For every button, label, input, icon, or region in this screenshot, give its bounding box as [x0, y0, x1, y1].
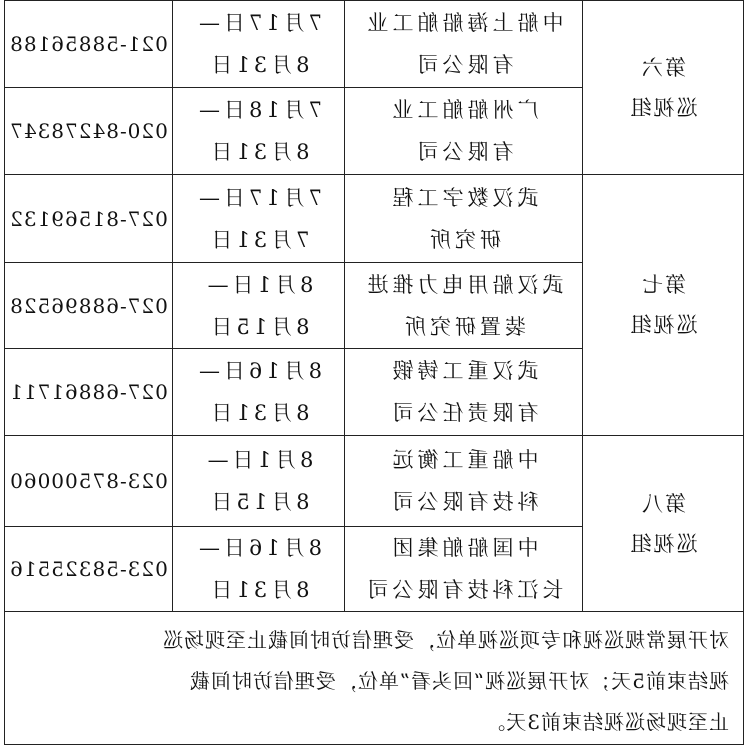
- date-end: 8月31日: [207, 53, 310, 77]
- phone-cell: 023-58325516: [5, 527, 173, 612]
- unit-name-line: 科技有限公司: [388, 490, 539, 514]
- inspection-schedule-table: [4, 0, 744, 745]
- unit-cell: [345, 175, 583, 263]
- unit-name-line: 中船重工衡远: [388, 448, 539, 472]
- date-cell: [173, 1, 345, 88]
- group-name: 第六: [640, 55, 686, 80]
- unit-name-line: 有限公司: [413, 140, 514, 164]
- unit-cell: [345, 88, 583, 175]
- phone-cell: 027-68861711: [5, 349, 173, 436]
- unit-name-line: 广州船舶工业: [388, 98, 539, 122]
- group-cell: [583, 436, 744, 612]
- date-cell: [173, 175, 345, 263]
- group-label: 巡视组: [628, 95, 698, 120]
- date-cell: [173, 263, 345, 349]
- date-cell: [173, 88, 345, 175]
- note-cell: [5, 612, 744, 745]
- unit-name-line: 有限责任公司: [388, 401, 539, 425]
- date-start: 7月17日—: [194, 185, 323, 210]
- date-end: 8月15日: [207, 490, 310, 514]
- unit-cell: [345, 349, 583, 436]
- group-cell: [583, 175, 744, 436]
- phone-cell: 027-81569132: [5, 175, 173, 263]
- group-label: 巡视组: [628, 531, 698, 556]
- date-end: 7月31日: [207, 227, 310, 252]
- phone-cell: 023-87500060: [5, 436, 173, 527]
- group-cell: [583, 1, 744, 175]
- phone-cell: 021-58856188: [5, 1, 173, 88]
- date-cell: [173, 349, 345, 436]
- unit-name-line: 长江科技有限公司: [363, 578, 564, 602]
- unit-cell: [345, 263, 583, 349]
- table-row: [5, 436, 744, 527]
- unit-name-line: 研究所: [426, 227, 501, 252]
- unit-cell: [345, 1, 583, 88]
- unit-cell: [345, 436, 583, 527]
- note-line: 视结束前5天；对开展巡视“回头看”单位，受理信访时间截: [188, 668, 729, 693]
- group-name: 第八: [640, 491, 686, 516]
- date-end: 8月31日: [207, 401, 310, 425]
- group-name: 第七: [640, 273, 686, 297]
- unit-name-line: 有限公司: [413, 53, 514, 77]
- phone-cell: 027-68896528: [5, 263, 173, 349]
- note-row: [5, 612, 744, 745]
- date-start: 8月1日—: [203, 272, 314, 297]
- date-end: 8月15日: [207, 314, 310, 339]
- unit-name-line: 武汉船用电力推进: [363, 272, 564, 297]
- date-start: 7月18日—: [194, 98, 323, 122]
- date-cell: [173, 436, 345, 527]
- date-start: 8月1日—: [203, 448, 314, 472]
- phone-cell: 020-84278347: [5, 88, 173, 175]
- group-label: 巡视组: [628, 313, 698, 337]
- table-row: [5, 1, 744, 88]
- unit-name-line: 中船上海船舶工业: [363, 11, 564, 35]
- unit-name-line: 中国船舶集团: [388, 536, 539, 560]
- date-cell: [173, 527, 345, 612]
- date-start: 8月16日—: [194, 359, 323, 383]
- unit-cell: [345, 527, 583, 612]
- note-line: 止至现场巡视结束前3天。: [484, 709, 729, 734]
- unit-name-line: 装置研究所: [401, 314, 526, 339]
- date-end: 8月31日: [207, 578, 310, 602]
- note-line: 对开展常规巡视和专项巡视单位，受理信访时间截止至现场巡: [162, 627, 729, 652]
- table-row: [5, 175, 744, 263]
- date-end: 8月31日: [207, 140, 310, 164]
- date-start: 8月16日—: [194, 536, 323, 560]
- unit-name-line: 武汉数字工程: [388, 185, 539, 210]
- date-start: 7月17日—: [194, 11, 323, 35]
- unit-name-line: 武汉重工铸锻: [388, 359, 539, 383]
